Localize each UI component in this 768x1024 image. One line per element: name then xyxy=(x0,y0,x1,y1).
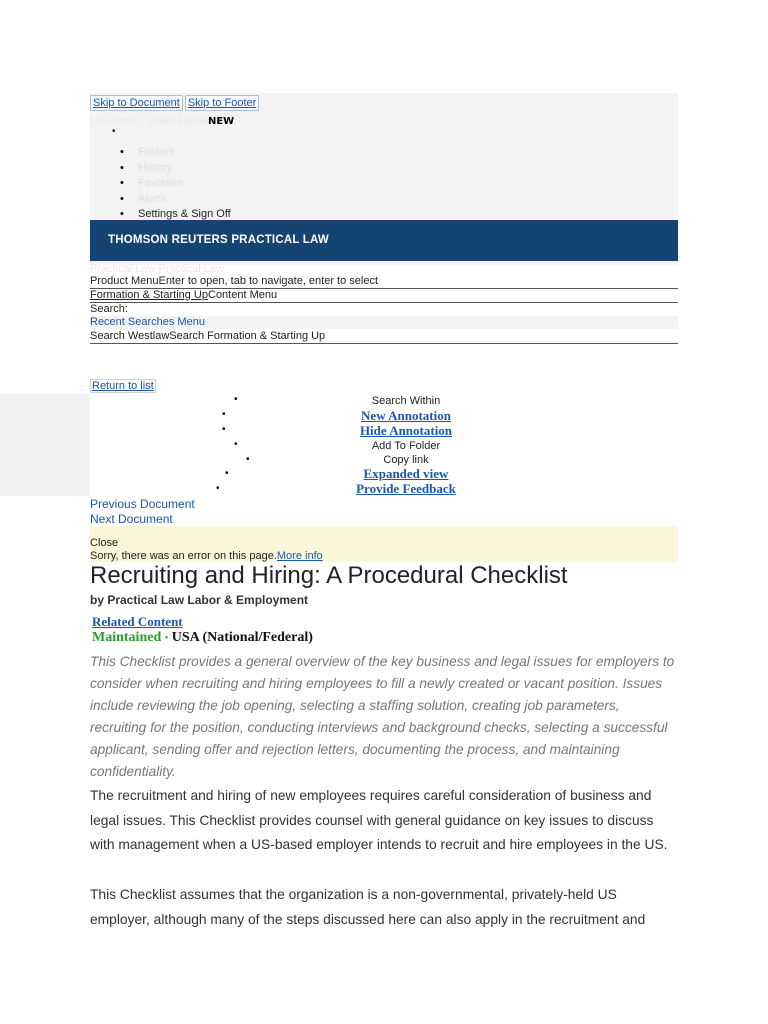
document-status xyxy=(92,630,313,646)
error-message xyxy=(90,550,323,562)
error-message-text: Sorry, there was an error on this page. xyxy=(90,550,277,562)
next-document-link[interactable]: Next Document xyxy=(90,512,173,526)
expanded-view-link[interactable]: Expanded view xyxy=(363,466,449,481)
recent-searches-menu[interactable]: Recent Searches Menu xyxy=(90,316,678,329)
search-label: Search: xyxy=(90,303,128,315)
body-paragraph-1: The recruitment and hiring of new employees requires careful consideration of business and legal issues. This Checklist provides counsel with general guidance on key issues to discuss with management when a US-based employer intends to recruit and hire employees in the US. xyxy=(90,788,668,852)
copy-link-button[interactable]: Copy link xyxy=(383,454,429,466)
product-menu[interactable]: Product MenuEnter to open, tab to navigate, enter to select xyxy=(90,275,678,289)
utility-item-alerts[interactable]: • Alerts xyxy=(120,192,231,208)
more-info-link[interactable]: More info xyxy=(276,550,323,562)
bullet-icon: • xyxy=(222,409,226,420)
page-title: Recruiting and Hiring: A Procedural Checklist xyxy=(90,562,568,589)
search-scope-selector[interactable]: Search WestlawSearch Formation & Starting Up xyxy=(90,330,678,344)
brand-logo-text[interactable]: THOMSON REUTERS PRACTICAL LAW xyxy=(108,234,329,246)
search-within-button[interactable]: Search Within xyxy=(371,395,441,407)
document-abstract: This Checklist provides a general overview of the key business and legal issues for employers to consider when recruiting and hiring employees to fill a newly created or vacant position. Issues include reviewing the job opening, selecting a staffing solution, creating job parameters, recruiting for the position, conducting interviews and background checks, selecting a successful applicant, sending offer and rejection letters, documenting the process, and maintaining confidentiality. xyxy=(90,654,675,779)
left-shade-panel xyxy=(0,394,90,496)
related-content-link[interactable]: Related Content xyxy=(92,614,183,629)
add-to-folder-button[interactable]: Add To Folder xyxy=(371,440,441,452)
bullet-icon: • xyxy=(222,424,226,435)
new-annotation-link[interactable]: New Annotation xyxy=(361,408,451,423)
utility-item-history[interactable]: • History xyxy=(120,161,231,177)
provide-feedback-link[interactable]: Provide Feedback xyxy=(356,481,456,496)
ghost-breadcrumb: Practical Law Practical Law xyxy=(90,263,224,275)
status-badge: Maintained xyxy=(92,630,162,645)
bullet-icon: • xyxy=(234,394,238,405)
error-close-button[interactable]: Close xyxy=(90,537,119,549)
previous-document-link[interactable]: Previous Document xyxy=(90,497,195,511)
bullet-icon: • xyxy=(234,439,238,450)
body-paragraph-2: This Checklist assumes that the organization is a non-governmental, privately-held US employer, although many of the steps discussed here can also apply in the recruitment and xyxy=(90,887,646,927)
utility-item-folders[interactable]: • Folders xyxy=(120,145,231,161)
content-menu-link[interactable]: Formation & Starting Up xyxy=(90,289,208,301)
skip-to-document-link[interactable]: Skip to Document xyxy=(90,95,183,111)
bullet-icon: • xyxy=(246,454,250,465)
utility-item-settings[interactable]: • Settings & Sign Off xyxy=(120,207,231,223)
utility-item-favorites[interactable]: • Favorites xyxy=(120,176,231,192)
brand-bar xyxy=(90,220,678,261)
content-menu xyxy=(90,289,678,303)
bullet-icon: • xyxy=(216,483,220,494)
return-to-list-button[interactable]: Return to list xyxy=(92,380,154,392)
error-banner xyxy=(90,526,678,562)
bullet-icon: • xyxy=(112,126,116,137)
new-badge: NEW xyxy=(207,116,235,127)
bullet-icon: • xyxy=(225,468,229,479)
skip-links xyxy=(90,95,261,111)
content-menu-label[interactable]: Content Menu xyxy=(208,289,278,301)
document-byline: by Practical Law Labor & Employment xyxy=(90,593,309,607)
home-links-text[interactable]: US Home · Client Home xyxy=(90,115,208,127)
skip-to-footer-link[interactable]: Skip to Footer xyxy=(185,95,259,111)
header-band xyxy=(90,93,678,275)
jurisdiction-label: USA (National/Federal) xyxy=(171,630,313,645)
hide-annotation-link[interactable]: Hide Annotation xyxy=(359,423,453,438)
status-separator: • xyxy=(164,633,169,644)
utility-menu xyxy=(120,145,231,223)
